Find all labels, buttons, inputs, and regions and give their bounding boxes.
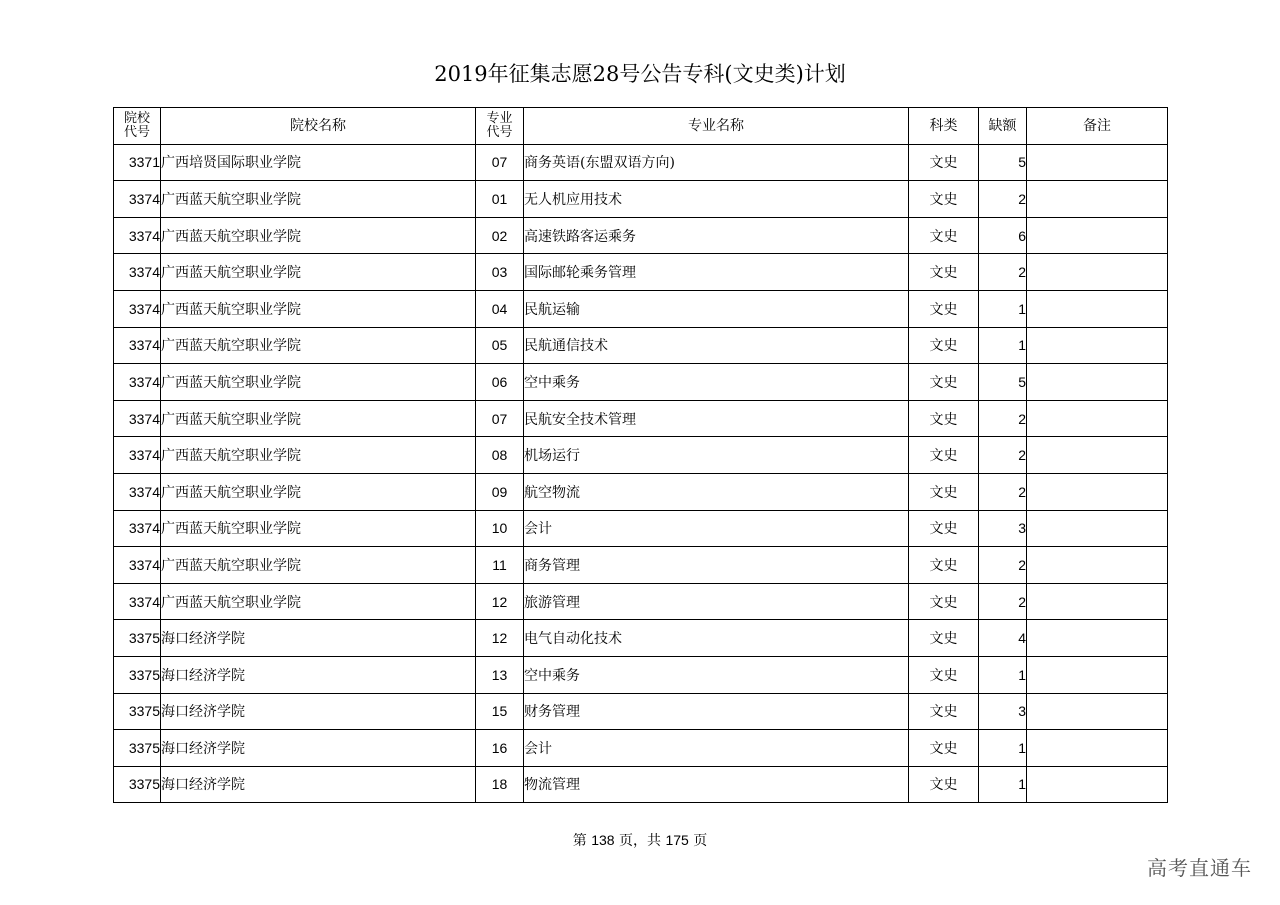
cell-school-code: 3374 bbox=[114, 364, 161, 401]
cell-vacancy: 1 bbox=[979, 327, 1027, 364]
cell-major-name: 空中乘务 bbox=[524, 364, 909, 401]
cell-school-name: 海口经济学院 bbox=[161, 693, 476, 730]
footer-page-number: 138 bbox=[591, 832, 615, 848]
table-row bbox=[114, 473, 1168, 510]
table-row bbox=[114, 327, 1168, 364]
header-category: 科类 bbox=[909, 108, 979, 145]
cell-note bbox=[1027, 217, 1168, 254]
cell-vacancy: 6 bbox=[979, 217, 1027, 254]
table-row bbox=[114, 290, 1168, 327]
cell-note bbox=[1027, 254, 1168, 291]
cell-school-name: 海口经济学院 bbox=[161, 766, 476, 803]
cell-school-code: 3374 bbox=[114, 181, 161, 218]
cell-school-name: 广西蓝天航空职业学院 bbox=[161, 181, 476, 218]
cell-school-code: 3375 bbox=[114, 730, 161, 767]
cell-major-name: 民航通信技术 bbox=[524, 327, 909, 364]
cell-school-name: 广西蓝天航空职业学院 bbox=[161, 290, 476, 327]
cell-note bbox=[1027, 400, 1168, 437]
cell-school-name: 广西蓝天航空职业学院 bbox=[161, 473, 476, 510]
cell-major-name: 旅游管理 bbox=[524, 583, 909, 620]
cell-note bbox=[1027, 730, 1168, 767]
cell-note bbox=[1027, 327, 1168, 364]
cell-category: 文史 bbox=[909, 437, 979, 474]
cell-school-name: 广西蓝天航空职业学院 bbox=[161, 510, 476, 547]
cell-school-code: 3375 bbox=[114, 766, 161, 803]
cell-note bbox=[1027, 144, 1168, 181]
page-footer bbox=[0, 830, 1280, 850]
header-note: 备注 bbox=[1027, 108, 1168, 145]
table-row bbox=[114, 217, 1168, 254]
header-school-name: 院校名称 bbox=[161, 108, 476, 145]
cell-major-name: 国际邮轮乘务管理 bbox=[524, 254, 909, 291]
cell-note bbox=[1027, 364, 1168, 401]
cell-note bbox=[1027, 473, 1168, 510]
cell-vacancy: 1 bbox=[979, 730, 1027, 767]
cell-note bbox=[1027, 510, 1168, 547]
cell-school-name: 广西蓝天航空职业学院 bbox=[161, 327, 476, 364]
plan-table bbox=[113, 107, 1168, 803]
cell-major-code: 15 bbox=[476, 693, 524, 730]
table-row bbox=[114, 583, 1168, 620]
cell-major-name: 空中乘务 bbox=[524, 656, 909, 693]
cell-school-name: 海口经济学院 bbox=[161, 730, 476, 767]
cell-major-name: 会计 bbox=[524, 510, 909, 547]
cell-major-code: 12 bbox=[476, 620, 524, 657]
cell-major-code: 16 bbox=[476, 730, 524, 767]
table-row bbox=[114, 254, 1168, 291]
table-row bbox=[114, 510, 1168, 547]
page-title: 2019年征集志愿28号公告专科(文史类)计划 bbox=[434, 62, 846, 86]
table-row bbox=[114, 766, 1168, 803]
cell-school-code: 3375 bbox=[114, 693, 161, 730]
header-major-code-line2: 代号 bbox=[486, 124, 513, 140]
cell-major-name: 机场运行 bbox=[524, 437, 909, 474]
cell-category: 文史 bbox=[909, 217, 979, 254]
header-vacancy: 缺额 bbox=[979, 108, 1027, 145]
cell-major-code: 06 bbox=[476, 364, 524, 401]
header-major-code bbox=[476, 108, 524, 145]
cell-vacancy: 5 bbox=[979, 364, 1027, 401]
cell-school-name: 海口经济学院 bbox=[161, 620, 476, 657]
cell-school-name: 广西培贤国际职业学院 bbox=[161, 144, 476, 181]
table-row bbox=[114, 693, 1168, 730]
cell-vacancy: 1 bbox=[979, 656, 1027, 693]
cell-category: 文史 bbox=[909, 656, 979, 693]
footer-total-pages: 175 bbox=[665, 832, 689, 848]
footer-prefix: 第 bbox=[572, 833, 587, 849]
cell-category: 文史 bbox=[909, 400, 979, 437]
cell-major-code: 10 bbox=[476, 510, 524, 547]
cell-school-name: 广西蓝天航空职业学院 bbox=[161, 254, 476, 291]
cell-school-code: 3371 bbox=[114, 144, 161, 181]
cell-vacancy: 5 bbox=[979, 144, 1027, 181]
cell-school-code: 3374 bbox=[114, 217, 161, 254]
cell-vacancy: 1 bbox=[979, 766, 1027, 803]
cell-major-code: 12 bbox=[476, 583, 524, 620]
cell-category: 文史 bbox=[909, 730, 979, 767]
cell-school-name: 广西蓝天航空职业学院 bbox=[161, 364, 476, 401]
cell-major-code: 01 bbox=[476, 181, 524, 218]
cell-school-name: 海口经济学院 bbox=[161, 656, 476, 693]
footer-suffix: 页 bbox=[693, 833, 708, 849]
cell-school-name: 广西蓝天航空职业学院 bbox=[161, 547, 476, 584]
header-school-code bbox=[114, 108, 161, 145]
cell-category: 文史 bbox=[909, 181, 979, 218]
cell-school-code: 3374 bbox=[114, 400, 161, 437]
cell-school-code: 3374 bbox=[114, 583, 161, 620]
table-row bbox=[114, 620, 1168, 657]
cell-vacancy: 2 bbox=[979, 254, 1027, 291]
cell-school-code: 3375 bbox=[114, 656, 161, 693]
cell-major-code: 09 bbox=[476, 473, 524, 510]
cell-vacancy: 2 bbox=[979, 473, 1027, 510]
cell-major-name: 民航安全技术管理 bbox=[524, 400, 909, 437]
cell-category: 文史 bbox=[909, 364, 979, 401]
cell-major-name: 高速铁路客运乘务 bbox=[524, 217, 909, 254]
cell-vacancy: 1 bbox=[979, 290, 1027, 327]
cell-major-name: 会计 bbox=[524, 730, 909, 767]
cell-major-code: 02 bbox=[476, 217, 524, 254]
cell-major-name: 商务管理 bbox=[524, 547, 909, 584]
cell-note bbox=[1027, 766, 1168, 803]
cell-major-name: 财务管理 bbox=[524, 693, 909, 730]
cell-category: 文史 bbox=[909, 583, 979, 620]
table-row bbox=[114, 656, 1168, 693]
cell-major-code: 07 bbox=[476, 400, 524, 437]
cell-major-name: 商务英语(东盟双语方向) bbox=[524, 144, 909, 181]
cell-vacancy: 2 bbox=[979, 400, 1027, 437]
cell-major-name: 电气自动化技术 bbox=[524, 620, 909, 657]
cell-school-code: 3374 bbox=[114, 437, 161, 474]
cell-category: 文史 bbox=[909, 693, 979, 730]
cell-vacancy: 3 bbox=[979, 510, 1027, 547]
cell-note bbox=[1027, 547, 1168, 584]
cell-category: 文史 bbox=[909, 510, 979, 547]
header-major-code-line1: 专业 bbox=[486, 110, 513, 126]
table-row bbox=[114, 400, 1168, 437]
cell-major-code: 03 bbox=[476, 254, 524, 291]
cell-school-name: 广西蓝天航空职业学院 bbox=[161, 583, 476, 620]
cell-school-name: 广西蓝天航空职业学院 bbox=[161, 400, 476, 437]
cell-vacancy: 2 bbox=[979, 547, 1027, 584]
cell-major-code: 13 bbox=[476, 656, 524, 693]
table-row bbox=[114, 181, 1168, 218]
cell-school-code: 3374 bbox=[114, 510, 161, 547]
table-row bbox=[114, 730, 1168, 767]
cell-school-code: 3374 bbox=[114, 327, 161, 364]
cell-school-name: 广西蓝天航空职业学院 bbox=[161, 217, 476, 254]
cell-vacancy: 2 bbox=[979, 181, 1027, 218]
cell-category: 文史 bbox=[909, 473, 979, 510]
header-major-name: 专业名称 bbox=[524, 108, 909, 145]
cell-major-code: 18 bbox=[476, 766, 524, 803]
cell-school-code: 3374 bbox=[114, 254, 161, 291]
cell-major-code: 11 bbox=[476, 547, 524, 584]
cell-note bbox=[1027, 620, 1168, 657]
cell-major-name: 物流管理 bbox=[524, 766, 909, 803]
cell-category: 文史 bbox=[909, 144, 979, 181]
table-header-row bbox=[114, 108, 1168, 145]
cell-major-code: 05 bbox=[476, 327, 524, 364]
cell-school-code: 3374 bbox=[114, 290, 161, 327]
cell-note bbox=[1027, 656, 1168, 693]
watermark-logo: 高考直通车 bbox=[1147, 856, 1252, 880]
cell-vacancy: 3 bbox=[979, 693, 1027, 730]
cell-major-name: 无人机应用技术 bbox=[524, 181, 909, 218]
cell-category: 文史 bbox=[909, 290, 979, 327]
cell-note bbox=[1027, 290, 1168, 327]
cell-category: 文史 bbox=[909, 327, 979, 364]
table-row bbox=[114, 364, 1168, 401]
header-school-code-line2: 代号 bbox=[123, 124, 150, 140]
cell-major-name: 民航运输 bbox=[524, 290, 909, 327]
cell-note bbox=[1027, 181, 1168, 218]
cell-major-code: 08 bbox=[476, 437, 524, 474]
cell-school-name: 广西蓝天航空职业学院 bbox=[161, 437, 476, 474]
cell-major-code: 07 bbox=[476, 144, 524, 181]
cell-category: 文史 bbox=[909, 620, 979, 657]
cell-school-code: 3375 bbox=[114, 620, 161, 657]
cell-note bbox=[1027, 437, 1168, 474]
cell-major-name: 航空物流 bbox=[524, 473, 909, 510]
footer-middle: 页，共 bbox=[619, 833, 661, 849]
cell-category: 文史 bbox=[909, 254, 979, 291]
table-row bbox=[114, 547, 1168, 584]
cell-note bbox=[1027, 583, 1168, 620]
cell-category: 文史 bbox=[909, 547, 979, 584]
cell-note bbox=[1027, 693, 1168, 730]
cell-school-code: 3374 bbox=[114, 547, 161, 584]
table-row bbox=[114, 437, 1168, 474]
table-row bbox=[114, 144, 1168, 181]
cell-vacancy: 2 bbox=[979, 583, 1027, 620]
cell-category: 文史 bbox=[909, 766, 979, 803]
cell-vacancy: 2 bbox=[979, 437, 1027, 474]
header-school-code-line1: 院校 bbox=[123, 110, 150, 126]
cell-vacancy: 4 bbox=[979, 620, 1027, 657]
cell-major-code: 04 bbox=[476, 290, 524, 327]
cell-school-code: 3374 bbox=[114, 473, 161, 510]
